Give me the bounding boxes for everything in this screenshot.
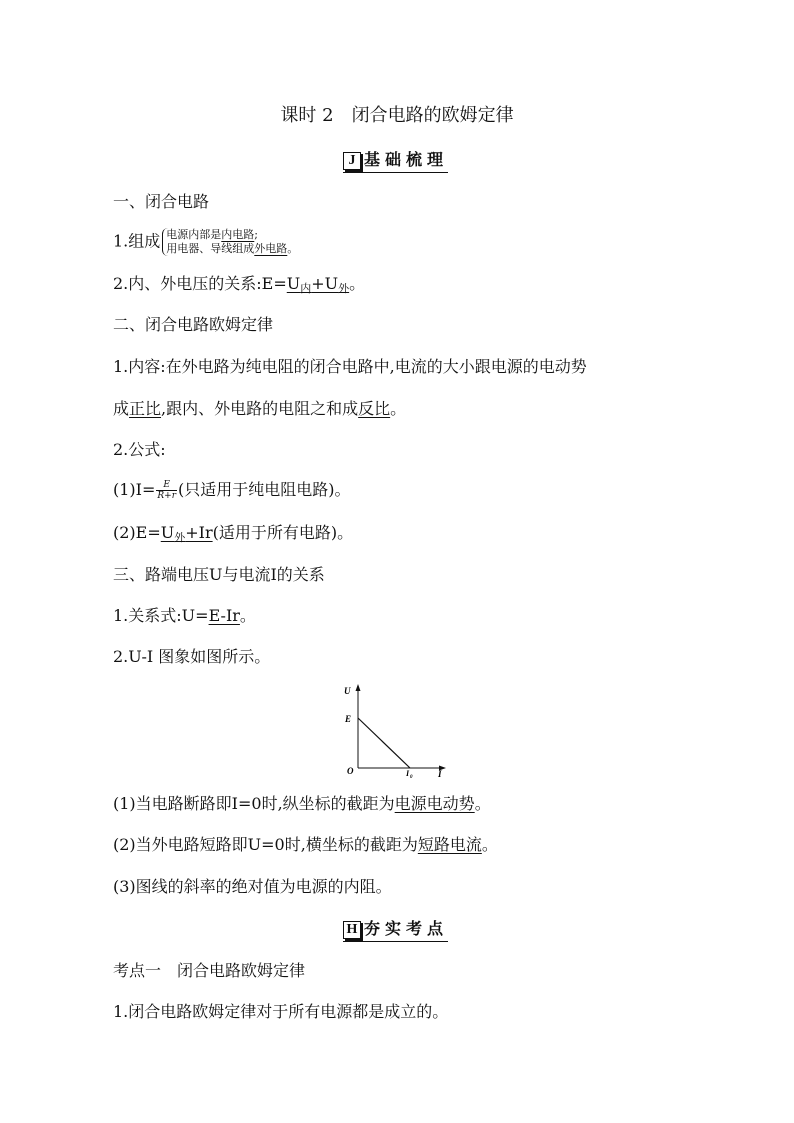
graph-caption: 2.U-I 图象如图所示。 (113, 647, 271, 666)
heading-ohm-law: 二、闭合电路欧姆定律 (113, 315, 274, 334)
u-i-graph (338, 682, 458, 782)
y-axis-label: U (344, 686, 351, 696)
fraction-e-over-r: $\frac{E}{R+r}$ (157, 480, 177, 501)
y-intercept-label: E (345, 714, 352, 724)
page-title (0, 104, 794, 128)
u-i-line (358, 718, 410, 768)
content-line-1: 1.内容:在外电路为纯电阻的闭合电路中,电流的大小跟电源的电动势 (113, 357, 587, 376)
composition-brace (162, 228, 298, 256)
heading-closed-circuit: 一、闭合电路 (113, 192, 210, 211)
point-2: (2)当外电路短路即U=0时,横坐标的截距为短路电流。 (113, 835, 498, 854)
topic-1-heading: 考点一 闭合电路欧姆定律 (113, 961, 306, 980)
section-header-basics (343, 149, 448, 173)
x-intercept-label: I (406, 769, 410, 778)
y-axis-arrow (356, 684, 361, 691)
composition-line-2: 用电器、导线组成外电路。 (166, 242, 299, 255)
section-header-practice (343, 918, 448, 942)
composition-line-1: 电源内部是内电路; (166, 228, 258, 241)
lesson-number: 课时 2 (280, 105, 334, 126)
formula-1: (1)I= $\frac{E}{R+r}$ (只适用于纯电阻电路)。 (113, 480, 351, 501)
x-intercept-subscript: 0 (410, 775, 413, 780)
relation-formula: 1.关系式:U=E-Ir。 (113, 606, 256, 625)
point-3: (3)图线的斜率的绝对值为电源的内阻。 (113, 877, 392, 896)
composition-prefix: 1.组成 (113, 231, 161, 251)
x-axis-label: I (438, 769, 442, 779)
voltage-relation: 2.内、外电压的关系$:E=U_内+U_外$。 (113, 274, 366, 295)
topic-1-item-1: 1.闭合电路欧姆定律对于所有电源都是成立的。 (113, 1002, 449, 1021)
heading-terminal-voltage: 三、路端电压U与电流I的关系 (113, 565, 325, 584)
section-label: 夯实考点 (364, 919, 449, 938)
formula-2: $(2)E=U_外+Ir$(适用于所有电路)。 (113, 523, 354, 544)
section-letter-icon: J (343, 152, 361, 170)
content-line-2: 成正比,跟内、外电路的电阻之和成反比。 (113, 399, 407, 418)
point-1: (1)当电路断路即I=0时,纵坐标的截距为电源电动势。 (113, 794, 491, 813)
origin-label: O (347, 766, 354, 776)
formula-heading: 2.公式: (113, 440, 166, 459)
section-letter-icon: H (343, 921, 361, 939)
lesson-name: 闭合电路的欧姆定律 (351, 105, 514, 126)
composition-line (113, 228, 298, 256)
section-label: 基础梳理 (364, 150, 449, 169)
